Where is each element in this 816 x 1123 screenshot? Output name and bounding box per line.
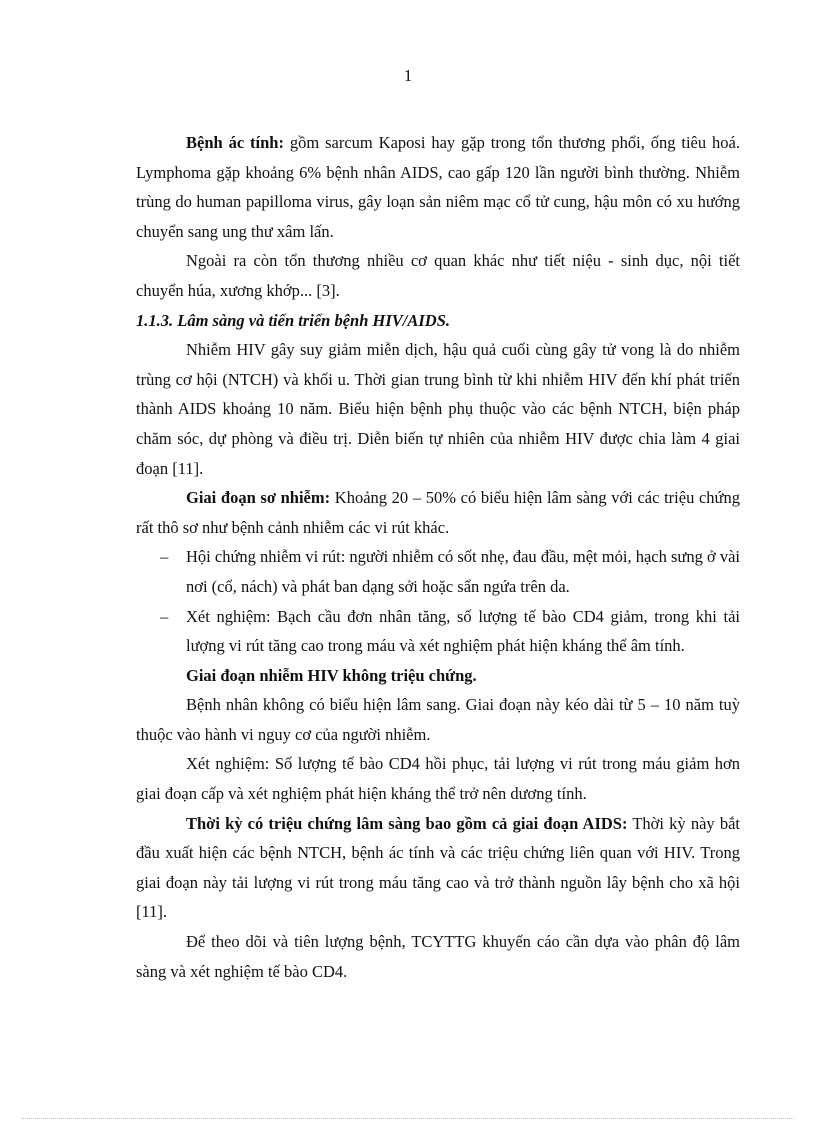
document-body — [136, 128, 740, 986]
paragraph-hiv-overview: Nhiễm HIV gây suy giảm miễn dịch, hậu quả cuối cùng gây tử vong là do nhiễm trùng cơ hội (NTCH) và khối u. Thời gian trung bình từ khi nhiễm HIV đến khí phát triển thành AIDS khoảng 10 năm. Biểu hiện bệnh phụ thuộc vào các bệnh NTCH, biện pháp chăm sóc, dự phòng và điều trị. Diễn biến tự nhiên của nhiễm HIV được chia làm 4 giai đoạn [11]. — [136, 340, 740, 478]
paragraph-who-recommendation: Để theo dõi và tiên lượng bệnh, TCYTTG khuyến cáo cần dựa vào phân độ lâm sàng và xét nghiệm tế bào CD4. — [136, 932, 740, 981]
paragraph-symptomatic-stage-text: Thời kỳ này bắt đầu xuất hiện các bệnh NTCH, bệnh ác tính và các triệu chứng liên quan với HIV. Trong giai đoạn này tải lượng vi rút trong máu tăng cao và trở thành nguồn lây bệnh cho xã hội [11]. — [136, 813, 740, 922]
bullet-dash: – — [160, 547, 169, 567]
page-bottom-divider — [22, 1118, 794, 1119]
section-heading: 1.1.3. Lâm sàng và tiến triển bệnh HIV/AIDS. — [136, 310, 451, 330]
paragraph-asymptomatic-duration: Bệnh nhân không có biểu hiện lâm sang. Giai đoạn này kéo dài từ 5 – 10 năm tuỳ thuộc vào hành vi nguy cơ của người nhiễm. — [136, 695, 740, 744]
paragraph-malignancy-lead: Bệnh ác tính: — [186, 133, 284, 152]
subheading-asymptomatic: Giai đoạn nhiễm HIV không triệu chứng. — [186, 665, 477, 685]
bullet-dash: – — [160, 606, 169, 626]
bullet-item-viral-syndrome — [136, 542, 740, 601]
paragraph-primary-infection-lead: Giai đoạn sơ nhiễm: — [186, 488, 331, 508]
paragraph-asymptomatic-tests: Xét nghiệm: Số lượng tế bào CD4 hồi phục, tải lượng vi rút trong máu giảm hơn giai đoạn cấp và xét nghiệm phát hiện kháng thể trở nên dương tính. — [136, 754, 740, 804]
bullet-item-lab-tests — [136, 602, 740, 661]
paragraph-malignancy — [136, 128, 740, 246]
paragraph-malignancy-text: gồm sarcum Kaposi hay gặp trong tổn thương phổi, ống tiêu hoá. Lymphoma gặp khoảng 6% bệnh nhân AIDS, cao gấp 120 lần người bình thường. Nhiễm trùng do human papilloma virus, gây loạn sản niêm mạc cổ tử cung, hậu môn có xu hướng chuyển sang ung thư xâm lấn. — [136, 133, 740, 241]
bullet-text: Hội chứng nhiễm vi rút: người nhiễm có sốt nhẹ, đau đầu, mệt mỏi, hạch sưng ở vài nơi (cổ, nách) và phát ban dạng sởi hoặc sẩn ngứa trên da. — [186, 547, 740, 596]
paragraph-other-organs: Ngoài ra còn tổn thương nhiều cơ quan khác như tiết niệu - sinh dục, nội tiết chuyển húa, xương khớp... [3]. — [136, 251, 740, 300]
page-number: 1 — [403, 66, 413, 85]
paragraph-symptomatic-stage — [136, 809, 740, 927]
paragraph-symptomatic-stage-lead: Thời kỳ có triệu chứng lâm sàng bao gồm cả giai đoạn AIDS: — [186, 813, 628, 833]
paragraph-primary-infection-text: Khoảng 20 – 50% có biểu hiện lâm sàng với các triệu chứng rất thô sơ như bệnh cảnh nhiễm các vi rút khác. — [136, 488, 740, 537]
paragraph-primary-infection — [136, 483, 740, 542]
bullet-text: Xét nghiệm: Bạch cầu đơn nhân tăng, số lượng tế bào CD4 giảm, trong khi tải lượng vi rút tăng cao trong máu và xét nghiệm phát hiện kháng thể âm tính. — [186, 606, 740, 656]
